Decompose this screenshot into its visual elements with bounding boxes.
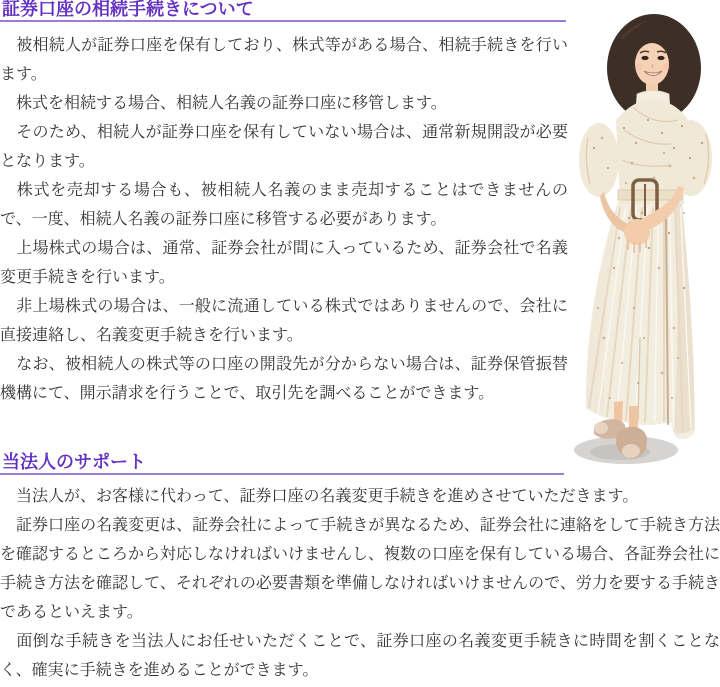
page-title: 証券口座の相続手続きについて [2,0,254,20]
paragraph: なお、被相続人の株式等の口座の開設先が分からない場合は、証券保管振替機構にて、開示請求を行うことで、取引先を調べることができます。 [0,354,568,402]
paragraph: 被相続人が証券口座を保有しており、株式等がある場合、相続手続きを行います。 [0,35,568,83]
section-heading-support [0,453,564,475]
paragraph: 株式を売却する場合も、被相続人名義のまま売却することはできませんので、一度、相続人名義の証券口座に移管する必要があります。 [0,180,568,228]
section-body-support [0,481,720,684]
support-heading: 当法人のサポート [2,452,146,473]
paragraph: 面倒な手続きを当法人にお任せいただくことで、証券口座の名義変更手続きに時間を割くことなく、確実に手続きを進めることができます。 [0,631,720,679]
paragraph: 当法人が、お客様に代わって、証券口座の名義変更手続きを進めさせていただきます。 [0,486,639,505]
section-body-securities-account [0,30,568,407]
left-sleeve [579,123,619,197]
section-heading-securities-account [0,0,566,22]
paragraph: 上場株式の場合は、通常、証券会社が間に入っているため、証券会社で名義変更手続きを行います。 [0,238,568,286]
paragraph: そのため、相続人が証券口座を保有していない場合は、通常新規開設が必要となります。 [0,122,568,170]
woman-in-floral-dress-illustration [574,8,716,470]
paragraph: 非上場株式の場合は、一般に流通している株式ではありませんので、会社に直接連絡し、名義変更手続きを行います。 [0,296,568,344]
paragraph: 株式を相続する場合、相続人名義の証券口座に移管します。 [0,93,447,112]
staff-woman-photo [574,8,716,470]
paragraph: 証券口座の名義変更は、証券会社によって手続きが異なるため、証券会社に連絡をして手続き方法を確認するところから対応しなければいけませんし、複数の口座を保有している場合、各証券会社に手続き方法を確認して、それぞれの必要書類を準備しなければいけませんので、労力を要する手続きであるといえます。 [0,515,720,621]
